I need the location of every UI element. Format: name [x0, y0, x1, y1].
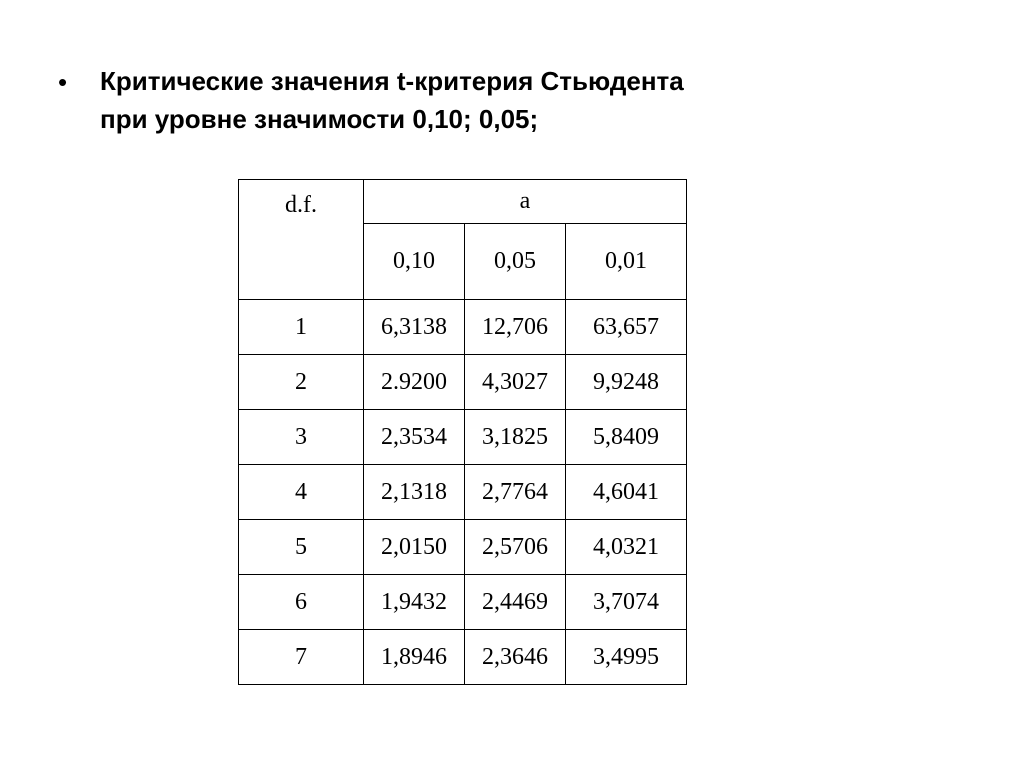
slide-title-line-1: Критические значения t-критерия Стьюдента	[100, 66, 684, 96]
value-cell: 5,8409	[566, 410, 687, 465]
value-cell: 2.9200	[364, 355, 465, 410]
value-cell: 2,3646	[465, 630, 566, 685]
value-cell: 12,706	[465, 300, 566, 355]
value-cell: 4,6041	[566, 465, 687, 520]
value-cell: 1,8946	[364, 630, 465, 685]
value-cell: 6,3138	[364, 300, 465, 355]
table-row	[239, 575, 687, 630]
table-row	[239, 355, 687, 410]
value-cell: 2,4469	[465, 575, 566, 630]
level-header-cell: 0,10	[364, 224, 465, 300]
df-cell: 5	[239, 520, 364, 575]
value-cell: 4,3027	[465, 355, 566, 410]
value-cell: 2,5706	[465, 520, 566, 575]
slide-title	[100, 62, 684, 138]
df-cell: 3	[239, 410, 364, 465]
table-row	[239, 630, 687, 685]
value-cell: 2,7764	[465, 465, 566, 520]
df-cell: 7	[239, 630, 364, 685]
critical-values-table	[238, 179, 687, 685]
df-cell: 2	[239, 355, 364, 410]
table-row	[239, 520, 687, 575]
value-cell: 2,3534	[364, 410, 465, 465]
slide-title-line-2: при уровне значимости 0,10; 0,05;	[100, 104, 539, 134]
table-row	[239, 410, 687, 465]
bullet-marker: •	[58, 67, 68, 97]
value-cell: 3,7074	[566, 575, 687, 630]
header-row-alpha	[239, 180, 687, 224]
level-header-cell: 0,05	[465, 224, 566, 300]
value-cell: 63,657	[566, 300, 687, 355]
value-cell: 3,4995	[566, 630, 687, 685]
df-cell: 6	[239, 575, 364, 630]
value-cell: 4,0321	[566, 520, 687, 575]
value-cell: 2,1318	[364, 465, 465, 520]
alpha-header-cell: a	[364, 180, 687, 224]
df-cell: 4	[239, 465, 364, 520]
df-header-cell: d.f.	[239, 180, 364, 300]
value-cell: 2,0150	[364, 520, 465, 575]
df-cell: 1	[239, 300, 364, 355]
table-row	[239, 300, 687, 355]
value-cell: 9,9248	[566, 355, 687, 410]
table-row	[239, 465, 687, 520]
level-header-cell: 0,01	[566, 224, 687, 300]
value-cell: 1,9432	[364, 575, 465, 630]
value-cell: 3,1825	[465, 410, 566, 465]
